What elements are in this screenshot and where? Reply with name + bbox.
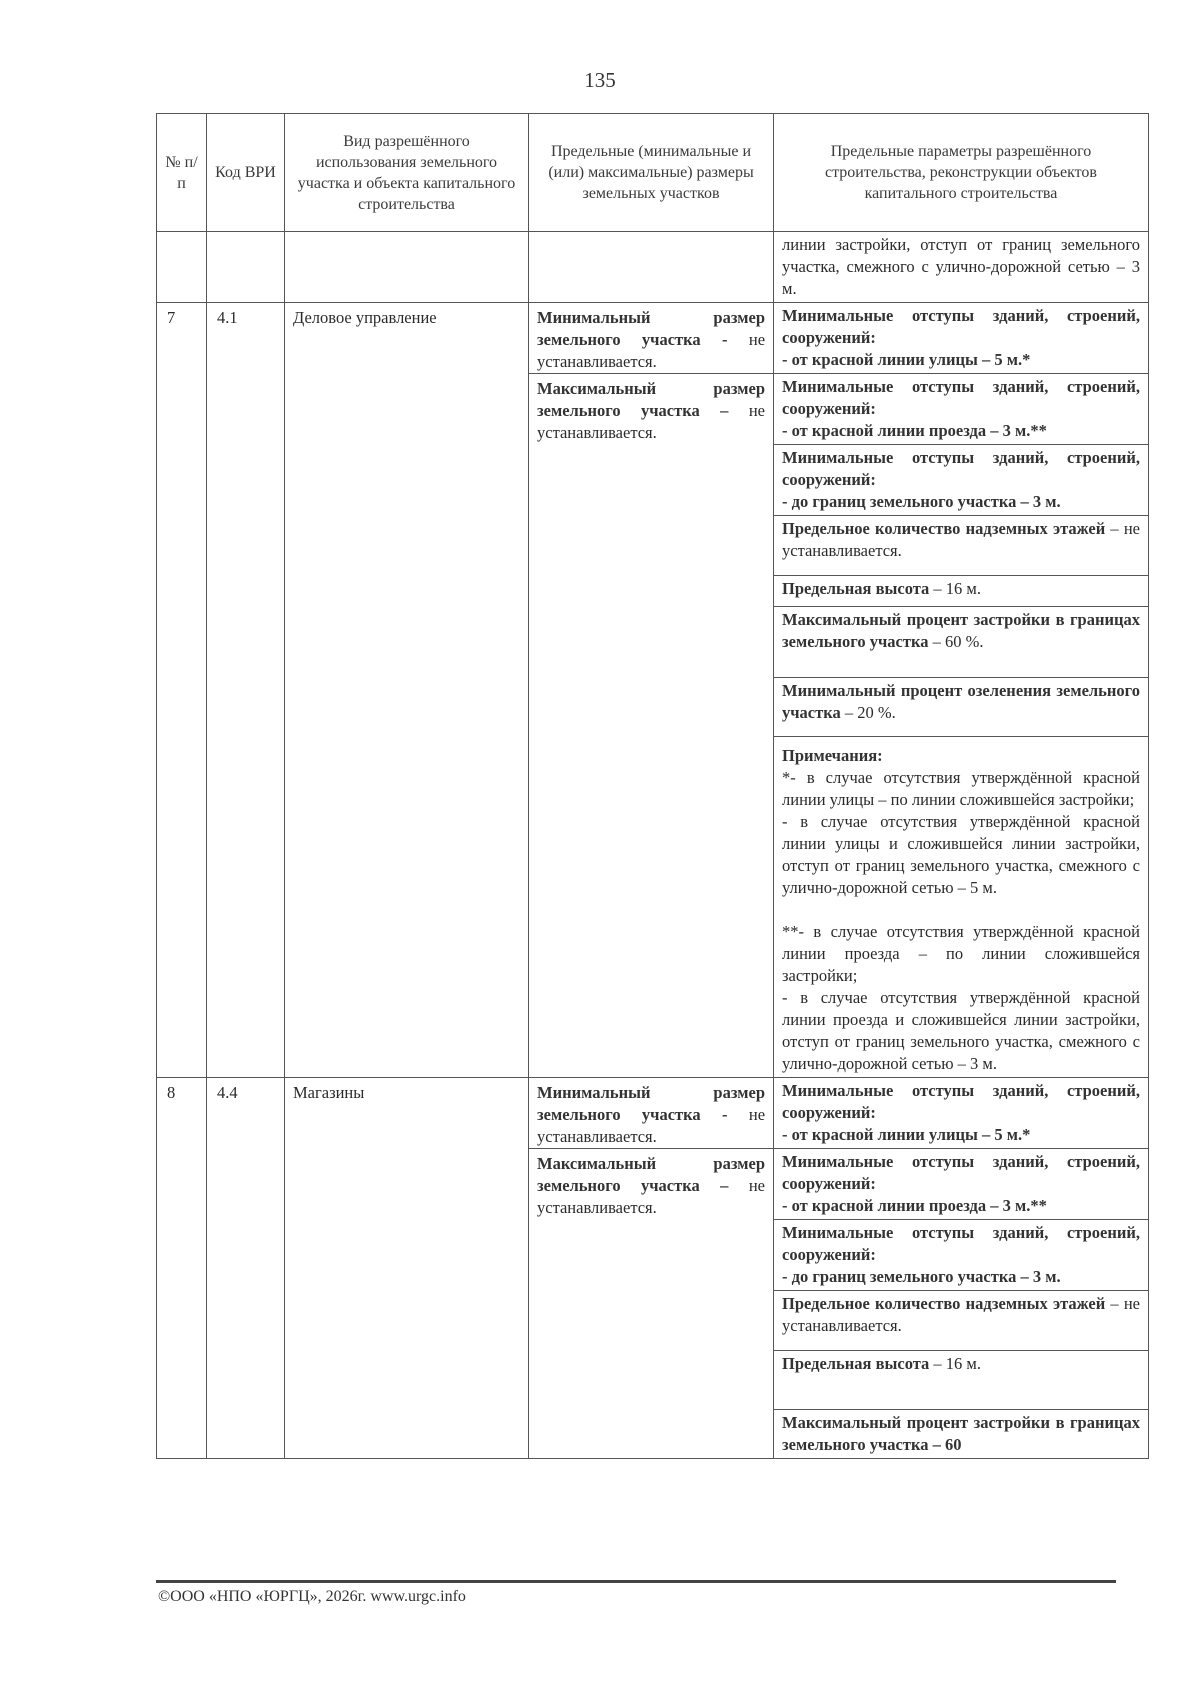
note-text: *- в случае отсутствия утверждённой красной линии улицы – по линии сложившейся застройки; [782,768,1140,809]
row-number: 7 [157,303,207,1078]
setback-value: - от красной линии проезда – 3 м.** [782,421,1047,440]
setback-value: - от красной линии проезда – 3 м.** [782,1196,1047,1215]
min-size-label: Минимальный размер земельного участка - [537,308,765,349]
table-row [157,303,1149,1078]
header-use: Вид разрешённого использования земельного участка и объекта капитального строительства [285,114,529,232]
setback-value: - до границ земельного участка – 3 м. [782,1267,1061,1286]
setback-value: - до границ земельного участка – 3 м. [782,492,1061,511]
setback-label: Минимальные отступы зданий, строений, сооружений: [782,377,1140,418]
notes-title: Примечания: [782,746,883,765]
max-size-cell [529,1149,773,1223]
note-text: - в случае отсутствия утверждённой красной линии проезда и сложившейся линии застройки, отступ от границ земельного участка, смежного с улично-дорожной сетью – 3 м. [782,988,1140,1073]
height-value: – 16 м. [929,1354,981,1373]
max-size-label: Максимальный размер земельного участка – [537,379,765,420]
setback-label: Минимальные отступы зданий, строений, сооружений: [782,448,1140,489]
table-row [157,232,1149,303]
footer-copyright: ©ООО «НПО «ЮРГЦ», 2026г. www.urgc.info [158,1588,466,1605]
min-size-value: не устанавливается. [537,330,766,371]
height-cell [774,1351,1148,1410]
coverage-label: Максимальный процент застройки в границах земельного участка – 60 [782,1413,1140,1454]
page-number: 135 [584,68,616,92]
setback-value: - от красной линии улицы – 5 м.* [782,1125,1031,1144]
setback-label: Минимальные отступы зданий, строений, сооружений: [782,1081,1140,1122]
coverage-cell [774,1410,1148,1458]
floors-label: Предельное количество надземных этажей [782,1294,1106,1313]
max-size-label: Максимальный размер земельного участка – [537,1154,765,1195]
setback-street [774,1078,1148,1149]
min-size-cell [529,1078,773,1149]
min-size-cell [529,303,773,374]
setback-street [774,303,1148,374]
header-code: Код ВРИ [207,114,285,232]
setback-label: Минимальные отступы зданий, строений, сооружений: [782,306,1140,347]
setback-label: Минимальные отступы зданий, строений, сооружений: [782,1152,1140,1193]
row-use-name: Деловое управление [285,303,529,1078]
floors-cell [774,516,1148,576]
green-value: – 20 %. [840,703,896,722]
header-sizes: Предельные (минимальные и (или) максимальные) размеры земельных участков [529,114,774,232]
height-label: Предельная высота [782,579,930,598]
height-cell [774,576,1148,607]
setback-plot [774,1220,1148,1291]
floors-value: – не устанавливается. [782,519,1140,560]
green-label: Минимальный процент озеленения земельного участка [782,681,1140,722]
floors-cell [774,1291,1148,1351]
max-size-cell [529,374,773,448]
table-row [157,1078,1149,1459]
header-params: Предельные параметры разрешённого строительства, реконструкции объектов капитального строительства [774,114,1149,232]
setback-passage [774,1149,1148,1220]
row-code: 4.1 [207,303,285,1078]
setback-value: - от красной линии улицы – 5 м.* [782,350,1031,369]
setback-passage [774,374,1148,445]
min-size-value: не устанавливается. [537,1105,766,1146]
row-number: 8 [157,1078,207,1459]
setback-plot [774,445,1148,516]
coverage-value: – 60 %. [928,632,984,651]
header-num: № п/п [157,114,207,232]
note-text: - в случае отсутствия утверждённой красной линии улицы и сложившейся линии застройки, отступ от границ земельного участка, смежного с улично-дорожной сетью – 5 м. [782,812,1140,897]
coverage-cell [774,607,1148,678]
zoning-table [156,113,1149,1459]
table-header-row [157,114,1149,232]
floors-label: Предельное количество надземных этажей [782,519,1106,538]
row-code: 4.4 [207,1078,285,1459]
coverage-label: Максимальный процент застройки в границах земельного участка [782,610,1140,651]
row-use-name: Магазины [285,1078,529,1459]
note-text: **- в случае отсутствия утверждённой красной линии проезда – по линии сложившейся застройки; [782,922,1140,985]
max-size-value: не устанавливается. [537,1176,765,1217]
height-label: Предельная высота [782,1354,930,1373]
footer-rule [156,1580,1116,1583]
max-size-value: не устанавливается. [537,401,765,442]
notes-cell [774,737,1148,1077]
carry-text: линии застройки, отступ от границ земельного участка, смежного с улично-дорожной сетью – 3 м. [782,235,1140,298]
height-value: – 16 м. [929,579,981,598]
green-cell [774,678,1148,737]
floors-value: – не устанавливается. [782,1294,1140,1335]
min-size-label: Минимальный размер земельного участка - [537,1083,765,1124]
setback-label: Минимальные отступы зданий, строений, сооружений: [782,1223,1140,1264]
